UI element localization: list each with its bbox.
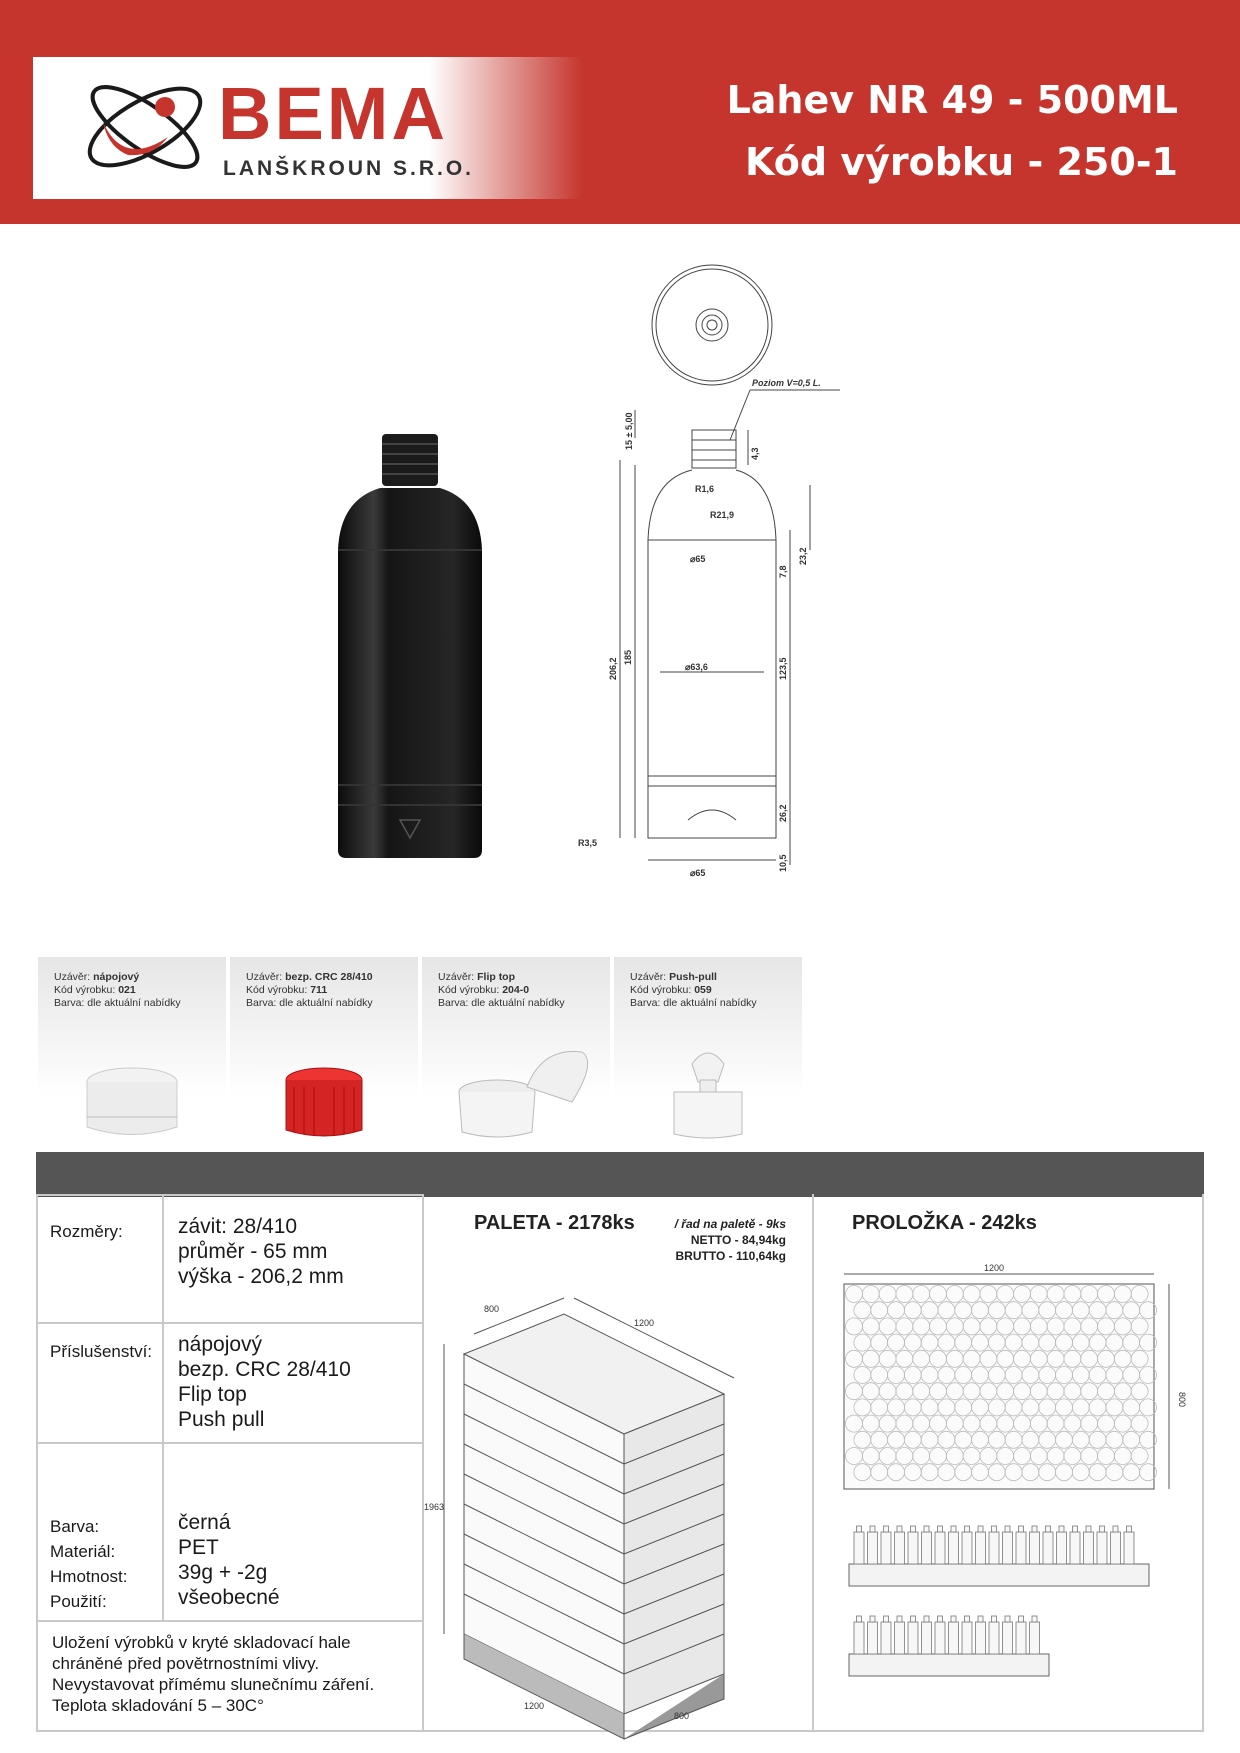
pad-bottle (1097, 1532, 1107, 1564)
accessory-item: Flip top (178, 1383, 247, 1406)
pad-bottle (1111, 1532, 1121, 1564)
accessory-item: Push pull (178, 1408, 265, 1431)
pallet-drawing (424, 1284, 814, 1724)
dim-d63-6: ⌀63,6 (685, 662, 708, 672)
material-value: PET (178, 1536, 219, 1559)
pad-bottle (1124, 1532, 1134, 1564)
rozmery-thread: závit: 28/410 (178, 1215, 298, 1238)
closure-card-beverage (38, 957, 226, 1157)
storage-line: Uložení výrobků v kryté skladovací hale (52, 1633, 351, 1652)
pad-bottle (949, 1532, 959, 1564)
prolozka-cell (812, 1194, 1204, 1732)
technical-drawing (578, 260, 940, 890)
pad-bottle-neck (1059, 1526, 1064, 1532)
pad-bottle (854, 1532, 864, 1564)
pad-bottle-neck (884, 1526, 889, 1532)
pad-bottle-neck (1005, 1616, 1010, 1622)
pad-bottle (854, 1622, 864, 1654)
bema-logo-icon (73, 67, 223, 187)
pad-bottle-neck (1019, 1616, 1024, 1622)
closure-name: bezp. CRC 28/410 (285, 971, 373, 983)
flip-top-cap-image (422, 1042, 610, 1157)
paleta-dim-1200: 1200 (634, 1318, 655, 1328)
pad-bottle (1003, 1532, 1013, 1564)
paleta-netto: NETTO - 84,94kg (690, 1233, 786, 1247)
pad-bottle-neck (1100, 1526, 1105, 1532)
pad-bottle (1084, 1532, 1094, 1564)
closure-code: 059 (694, 984, 712, 996)
prislusenstvi-label-cell (36, 1322, 164, 1444)
properties-value-cell (162, 1442, 424, 1622)
storage-note-cell (36, 1620, 424, 1732)
hmotnost-value: 39g + -2g (178, 1561, 268, 1584)
pad-bottle (976, 1622, 986, 1654)
closure-card-push-pull (614, 957, 802, 1157)
closure-code-label: Kód výrobku: (438, 984, 500, 996)
pad-bottle (935, 1532, 945, 1564)
pouziti-label: Použití: (50, 1592, 107, 1611)
prislusenstvi-label: Příslušenství: (50, 1342, 153, 1361)
pad-bottle (868, 1532, 878, 1564)
pad-bottle-neck (978, 1616, 983, 1622)
pad-bottle-neck (1032, 1526, 1037, 1532)
pad-bottle (1003, 1622, 1013, 1654)
dim-neck: 15 ± 5,00 (624, 412, 634, 450)
pad-bottle (935, 1622, 945, 1654)
pad-bottle (922, 1622, 932, 1654)
closure-color: Barva: dle aktuální nabídky (630, 997, 757, 1009)
dim-r21-9: R21,9 (710, 510, 735, 520)
material-label: Materiál: (50, 1542, 116, 1561)
closure-label: Uzávěr: (630, 971, 667, 983)
paleta-dim-1963: 1963 (424, 1502, 445, 1512)
dim-r1-6: R1,6 (695, 484, 715, 494)
prislusenstvi-value-cell (162, 1322, 424, 1444)
brand-name: BEMA (218, 72, 448, 155)
storage-line: Teplota skladování 5 – 30C° (52, 1696, 264, 1715)
pad-bottle-neck (1005, 1526, 1010, 1532)
pad-bottle (1043, 1532, 1053, 1564)
dim-7-8: 7,8 (778, 565, 788, 578)
closure-label: Uzávěr: (438, 971, 475, 983)
pad-bottle-neck (965, 1616, 970, 1622)
paleta-rows: / řad na paletě - 9ks (674, 1217, 786, 1231)
pad-bottle (989, 1622, 999, 1654)
paleta-brutto: BRUTTO - 110,64kg (675, 1249, 786, 1263)
barva-value: černá (178, 1511, 231, 1534)
pad-bottle-neck (938, 1526, 943, 1532)
push-pull-cap-image (614, 1042, 802, 1157)
pad-bottle-neck (992, 1526, 997, 1532)
rozmery-label-cell (36, 1194, 164, 1324)
pad-bottle-neck (857, 1616, 862, 1622)
closure-card-crc (230, 957, 418, 1157)
dim-123-5: 123,5 (778, 657, 788, 680)
pad-bottle (895, 1622, 905, 1654)
dim-d65-top: ⌀65 (690, 554, 706, 564)
dim-10-5: 10,5 (778, 854, 788, 872)
pad-bottle (881, 1622, 891, 1654)
product-code-title: Kód výrobku - 250-1 (745, 140, 1178, 184)
pad-bottle (1030, 1532, 1040, 1564)
pad-bottle (908, 1622, 918, 1654)
paleta-dim-800b: 800 (674, 1711, 690, 1721)
barva-label: Barva: (50, 1517, 100, 1536)
pad-bottle-neck (951, 1526, 956, 1532)
logo-panel (33, 57, 583, 199)
pad-bottle-neck (951, 1616, 956, 1622)
pad-bottle (1057, 1532, 1067, 1564)
dim-206-2: 206,2 (608, 657, 618, 680)
pad-bottle-neck (924, 1526, 929, 1532)
pad-bottle-neck (1073, 1526, 1078, 1532)
rozmery-diameter: průměr - 65 mm (178, 1240, 328, 1263)
layer-pad-drawing (834, 1263, 1187, 1724)
white-cap-image (38, 1042, 226, 1157)
pouziti-value: všeobecné (178, 1586, 280, 1609)
pad-bottle-neck (884, 1616, 889, 1622)
brand-subtitle: LANŠKROUN S.R.O. (223, 157, 475, 180)
closure-color: Barva: dle aktuální nabídky (246, 997, 373, 1009)
dim-26-2: 26,2 (778, 804, 788, 822)
closure-label: Uzávěr: (54, 971, 91, 983)
section-divider-band (36, 1152, 1204, 1197)
paleta-cell (422, 1194, 814, 1732)
pad-bottle (976, 1532, 986, 1564)
bottle-photo (330, 430, 490, 860)
rozmery-label: Rozměry: (50, 1222, 123, 1241)
dim-23-2: 23,2 (798, 547, 808, 565)
pad-bottle-neck (1046, 1526, 1051, 1532)
header-banner (0, 0, 1240, 224)
pad-bottle-neck (911, 1616, 916, 1622)
pad-bottle-neck (870, 1526, 875, 1532)
prolozka-title: PROLOŽKA - 242ks (852, 1212, 1037, 1234)
closure-code-label: Kód výrobku: (246, 984, 308, 996)
closure-name: Flip top (477, 971, 516, 983)
closure-color: Barva: dle aktuální nabídky (54, 997, 181, 1009)
closure-code: 204-0 (502, 984, 530, 996)
paleta-dim-1200b: 1200 (524, 1701, 545, 1711)
storage-line: chráněné před povětrnostními vlivy. (52, 1654, 320, 1673)
product-title: Lahev NR 49 - 500ML (726, 78, 1178, 122)
pad-bottle (989, 1532, 999, 1564)
closure-label: Uzávěr: (246, 971, 283, 983)
closure-color: Barva: dle aktuální nabídky (438, 997, 565, 1009)
hmotnost-label: Hmotnost: (50, 1567, 128, 1586)
pad-bottle-neck (870, 1616, 875, 1622)
pad-bottle-neck (1127, 1526, 1132, 1532)
pad-bottle (908, 1532, 918, 1564)
pad-bottle-neck (1086, 1526, 1091, 1532)
dim-r3-5: R3,5 (578, 838, 598, 848)
pad-bottle-neck (857, 1526, 862, 1532)
closure-code: 021 (118, 984, 136, 996)
pad-bottle (1030, 1622, 1040, 1654)
prolozka-dim-1200: 1200 (984, 1263, 1005, 1273)
paleta-dim-800: 800 (484, 1304, 500, 1314)
closure-code-label: Kód výrobku: (54, 984, 116, 996)
pad-bottle-neck (992, 1616, 997, 1622)
pad-bottle (868, 1622, 878, 1654)
pad-bottle-neck (897, 1526, 902, 1532)
pad-bottle-neck (911, 1526, 916, 1532)
dim-4-3: 4,3 (750, 447, 760, 460)
pad-bottle (962, 1622, 972, 1654)
pad-bottle-neck (1019, 1526, 1024, 1532)
pad-bottle (949, 1622, 959, 1654)
accessory-item: bezp. CRC 28/410 (178, 1358, 351, 1381)
pad-bottle (922, 1532, 932, 1564)
pad-bottle (1070, 1532, 1080, 1564)
pad-bottle-neck (897, 1616, 902, 1622)
dim-d65-bottom: ⌀65 (690, 868, 706, 878)
properties-label-cell (36, 1442, 164, 1622)
pad-bottle-neck (965, 1526, 970, 1532)
pad-bottle-neck (938, 1616, 943, 1622)
red-cap-image (230, 1042, 418, 1157)
dim-185: 185 (623, 649, 633, 665)
pad-bottle-neck (924, 1616, 929, 1622)
closure-name: nápojový (93, 971, 140, 983)
level-note: Poziom V=0,5 L. (752, 378, 821, 388)
pad-bottle-neck (1032, 1616, 1037, 1622)
pad-bottle (1016, 1622, 1026, 1654)
closure-name: Push-pull (669, 971, 717, 983)
pad-bottle (1016, 1532, 1026, 1564)
rozmery-value-cell (162, 1194, 424, 1324)
pad-bottle (895, 1532, 905, 1564)
closure-code: 711 (310, 984, 328, 996)
pad-bottle-neck (978, 1526, 983, 1532)
closure-card-flip-top (422, 957, 610, 1157)
closure-code-label: Kód výrobku: (630, 984, 692, 996)
pad-bottle (881, 1532, 891, 1564)
rozmery-height: výška - 206,2 mm (178, 1265, 344, 1288)
pad-bottle (962, 1532, 972, 1564)
storage-line: Nevystavovat přímému slunečnímu záření. (52, 1675, 375, 1694)
accessory-item: nápojový (178, 1333, 263, 1356)
paleta-title: PALETA - 2178ks (474, 1212, 635, 1234)
prolozka-dim-800: 800 (1177, 1392, 1187, 1408)
pad-bottle-neck (1113, 1526, 1118, 1532)
